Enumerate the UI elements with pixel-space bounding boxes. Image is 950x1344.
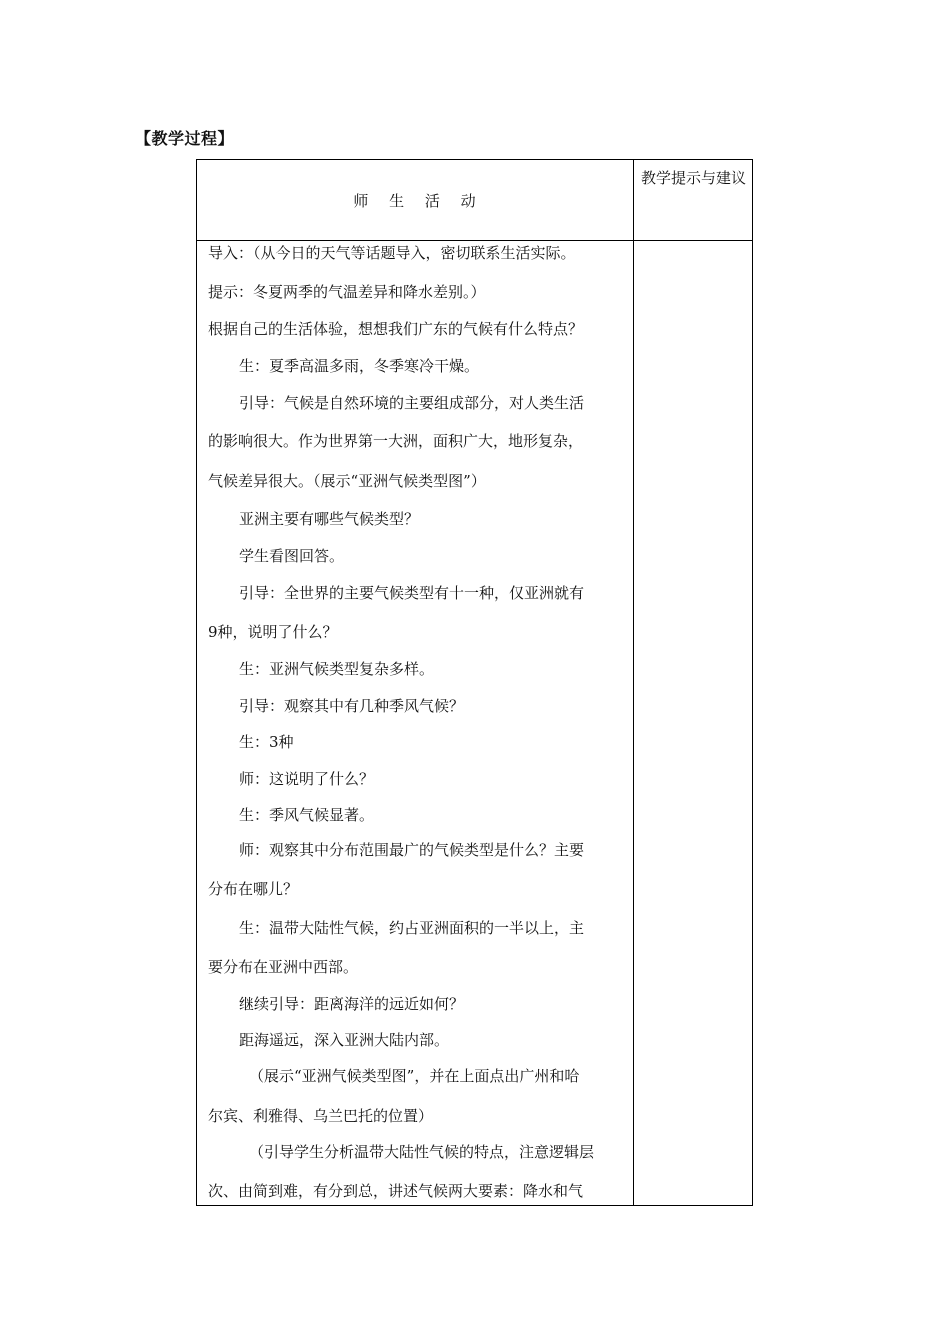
activity-line: 引导：气候是自然环境的主要组成部分，对人类生活 [239,394,585,412]
activity-line: 师：观察其中分布范围最广的气候类型是什么？主要 [239,841,585,859]
activity-line: （引导学生分析温带大陆性气候的特点，注意逻辑层 [249,1143,595,1161]
activity-line: 师：这说明了什么？ [239,770,375,788]
activity-line: 生：季风气候显著。 [239,806,375,824]
activity-line: 生：夏季高温多雨，冬季寒冷干燥。 [239,357,480,375]
header-teacher-student-activity: 师 生 活 动 [353,191,477,210]
activity-line: 距海遥远，深入亚洲大陆内部。 [239,1031,450,1049]
activity-line: 继续引导：距离海洋的远近如何？ [239,995,465,1013]
section-heading: 【教学过程】 [135,129,235,148]
activity-line: 提示：冬夏两季的气温差异和降水差别。） [208,283,486,301]
activity-line: 9种，说明了什么？ [208,623,338,641]
header-teaching-tips: 教学提示与建议 [640,169,746,187]
activity-line: 生：亚洲气候类型复杂多样。 [239,660,435,678]
activity-line: 的影响很大。作为世界第一大洲，面积广大，地形复杂， [208,432,584,450]
activity-line: 导入：（从今日的天气等话题导入，密切联系生活实际。 [208,244,576,262]
activity-line: 要分布在亚洲中西部。 [208,958,359,976]
activity-line: 学生看图回答。 [239,547,345,565]
activity-line: 根据自己的生活体验，想想我们广东的气候有什么特点？ [208,320,584,338]
activity-line: （展示“亚洲气候类型图”，并在上面点出广州和哈 [249,1067,580,1085]
activity-line: 生：3种 [239,733,294,751]
activity-line: 尔宾、利雅得、乌兰巴托的位置） [208,1107,434,1125]
tips-cell [634,241,753,1207]
activity-line: 亚洲主要有哪些气候类型？ [239,510,420,528]
lesson-table [196,159,753,1206]
activity-line: 分布在哪儿？ [208,880,299,898]
activity-cell [197,241,633,1207]
activity-line: 引导：全世界的主要气候类型有十一种，仅亚洲就有 [239,584,585,602]
activity-line: 生：温带大陆性气候，约占亚洲面积的一半以上，主 [239,919,585,937]
activity-line: 引导：观察其中有几种季风气候？ [239,697,465,715]
activity-line: 气候差异很大。（展示“亚洲气候类型图”） [208,472,486,490]
activity-line: 次、由简到难，有分到总，讲述气候两大要素：降水和气 [208,1182,584,1200]
